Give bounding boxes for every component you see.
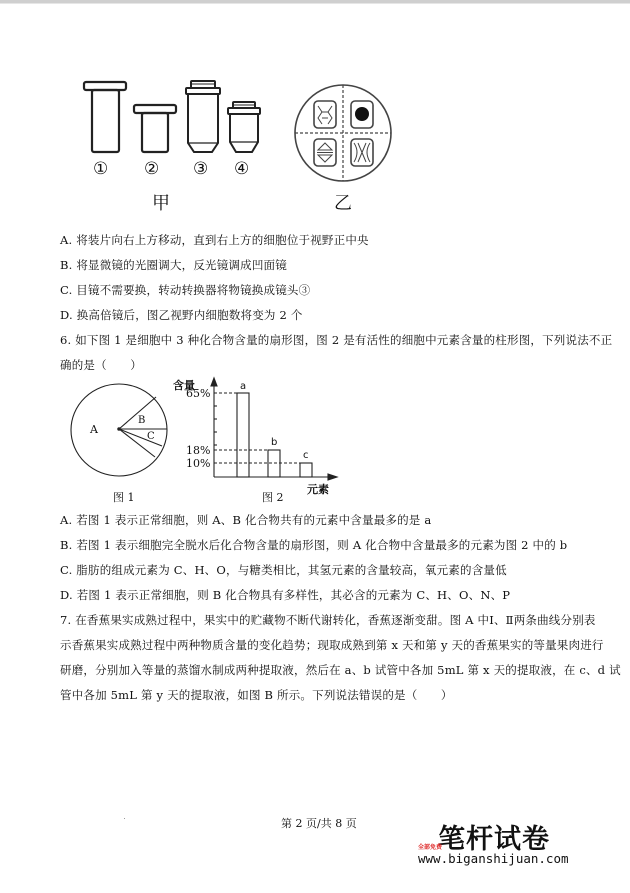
bar-label-c: c	[303, 450, 309, 461]
lens-2-number: ②	[144, 159, 160, 179]
q7-stem-line-2: 示香蕉果实成熟过程中两种物质含量的变化趋势；现取成熟到第 x 天和第 y 天的香蕉果实的等量果肉进行	[60, 638, 604, 652]
lens-4-number: ④	[234, 159, 250, 179]
watermark-brand	[418, 817, 578, 867]
fig2-tick-18: 18%	[186, 444, 211, 457]
brand-url: www.biganshijuan.com	[418, 851, 569, 866]
q5-option-a: A. 将装片向右上方移动，直到右上方的细胞位于视野正中央	[60, 233, 369, 247]
lens-4-icon	[228, 102, 260, 152]
q6-option-b: B. 若图 1 表示细胞完全脱水后化合物含量的扇形图，则 A 化合物中含量最多的元素为图 2 中的 b	[60, 538, 568, 552]
q5-option-b: B. 将显微镜的光圈调大，反光镜调成凹面镜	[60, 258, 287, 272]
pie-label-a: A	[90, 423, 98, 436]
q7-stem-line-3: 研磨，分别加入等量的蒸馏水制成两种提取液，然后在 a、b 试管中各加 5mL 第 x 天的提取液，在 c、d 试	[60, 663, 621, 677]
q6-stem-line-2: 确的是（ ）	[60, 358, 142, 372]
lens-2-icon	[134, 105, 176, 152]
brand-free-tag: 全部免费	[418, 844, 443, 851]
lens-1-icon	[84, 82, 126, 152]
lens-1-number: ①	[93, 159, 109, 179]
q7-stem-line-4: 管中各加 5mL 第 y 天的提取液，如图 B 所示。下列说法错误的是（ ）	[60, 688, 453, 702]
brand-title: 笔杆试卷	[438, 824, 550, 855]
figure-label-jia: 甲	[152, 193, 170, 214]
figure-label-yi: 乙	[334, 193, 352, 214]
bar-label-b: b	[271, 437, 278, 448]
q6-stem-line-1: 6. 如下图 1 是细胞中 3 种化合物含量的扇形图，图 2 是有活性的细胞中元素含量的柱形图，下列说法不正	[60, 333, 613, 347]
page-number: 第 2 页/共 8 页	[281, 817, 357, 830]
stray-dot	[124, 818, 125, 819]
pie-label-c: C	[147, 431, 155, 442]
lens-3-icon	[186, 81, 220, 152]
field-of-view-icon	[295, 85, 391, 181]
pie-chart-fig1	[71, 384, 167, 476]
fig2-xlabel: 元素	[307, 483, 329, 496]
fig2-ylabel: 含量	[173, 379, 195, 392]
fig2-tick-10: 10%	[186, 457, 211, 470]
bar-label-a: a	[240, 381, 247, 392]
fig2-caption: 图 2	[262, 491, 284, 504]
pie-label-b: B	[138, 415, 146, 426]
fig2-tick-65: 65%	[186, 387, 211, 400]
fig1-caption: 图 1	[113, 491, 135, 504]
q6-option-a: A. 若图 1 表示正常细胞，则 A、B 化合物共有的元素中含量最多的是 a	[60, 513, 432, 527]
q6-option-c: C. 脂肪的组成元素为 C、H、O，与糖类相比，其氢元素的含量较高，氧元素的含量低	[60, 563, 507, 577]
lens-3-number: ③	[193, 159, 209, 179]
q6-option-d: D. 若图 1 表示正常细胞，则 B 化合物具有多样性，其必含的元素为 C、H、O、N、P	[60, 588, 511, 602]
q5-option-c: C. 目镜不需要换，转动转换器将物镜换成镜头③	[60, 283, 311, 297]
q5-option-d: D. 换高倍镜后，图乙视野内细胞数将变为 2 个	[60, 308, 303, 322]
figure-microscope	[0, 0, 630, 230]
q7-stem-line-1: 7. 在香蕉果实成熟过程中，果实中的贮藏物不断代谢转化，香蕉逐渐变甜。图 A 中Ⅰ、Ⅱ两条曲线分别表	[60, 613, 596, 627]
bar-chart-fig2	[211, 378, 337, 480]
